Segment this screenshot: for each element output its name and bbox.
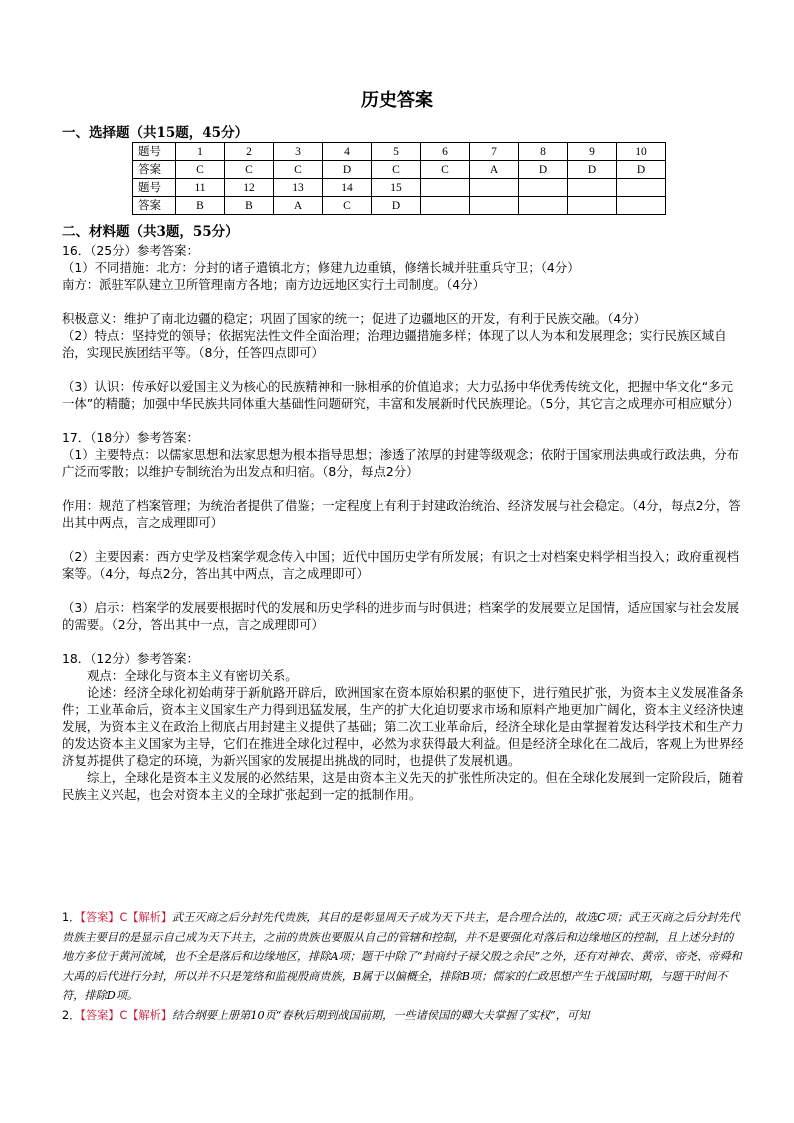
table-cell bbox=[519, 197, 568, 215]
explanation-item bbox=[62, 908, 742, 1006]
table-row-answers-2 bbox=[133, 197, 666, 215]
table-cell: 3 bbox=[274, 143, 323, 161]
table-row-answers-1 bbox=[133, 161, 666, 179]
table-cell: C bbox=[372, 161, 421, 179]
table-cell: C bbox=[274, 161, 323, 179]
q17-paragraph: 作用：规范了档案管理；为统治者提供了借鉴；一定程度上有利于封建政治统治、经济发展与社会稳定。（4分，每点2分，答出其中两点，言之成理即可） bbox=[62, 498, 741, 530]
table-row-numbers-1 bbox=[133, 143, 666, 161]
explanation-number: 1． bbox=[62, 911, 81, 924]
table-cell bbox=[519, 179, 568, 197]
q16-paragraph: 南方：派驻军队建立卫所管理南方各地；南方边远地区实行土司制度。（4分） bbox=[62, 277, 485, 292]
answer-tag: 【答案】C【解析】 bbox=[80, 1008, 173, 1022]
table-cell: B bbox=[176, 197, 225, 215]
table-cell: C bbox=[323, 197, 372, 215]
explanations bbox=[62, 908, 742, 1025]
table-cell: 2 bbox=[225, 143, 274, 161]
page-title: 历史答案 bbox=[361, 90, 433, 111]
table-cell: D bbox=[568, 161, 617, 179]
explanation-text: 结合纲要上册第10页“春秋后期到战国前期，一些诸侯国的卿大夫掌握了实权”，可知 bbox=[172, 1008, 590, 1022]
q16-paragraph: 积极意义：维护了南北边疆的稳定；巩固了国家的统一；促进了边疆地区的开发，有利于民族交融。（4分） bbox=[62, 311, 647, 326]
table-cell: 15 bbox=[372, 179, 421, 197]
q17-paragraph: （3）启示：档案学的发展要根据时代的发展和历史学科的进步而与时俱进；档案学的发展要立足国情，适应国家与社会发展的需要。（2分，答出其中一点，言之成理即可） bbox=[62, 600, 739, 632]
table-cell: 5 bbox=[372, 143, 421, 161]
q16-paragraph: （1）不同措施：北方：分封的诸子遣镇北方；修建九边重镇，修缮长城并驻重兵守卫；（4分） bbox=[62, 260, 580, 275]
q16-header: 16．（25分）参考答案： bbox=[62, 243, 199, 258]
answer-table bbox=[132, 142, 666, 215]
table-cell: 13 bbox=[274, 179, 323, 197]
q17-paragraph: （1）主要特点：以儒家思想和法家思想为根本指导思想；渗透了浓厚的封建等级观念；依附于国家刑法典或行政法典，分布广泛而零散；以维护专制统治为出发点和归宿。（8分，每点2分） bbox=[62, 447, 739, 479]
table-cell: 1 bbox=[176, 143, 225, 161]
table-cell bbox=[421, 197, 470, 215]
table-cell: 11 bbox=[176, 179, 225, 197]
table-cell: D bbox=[372, 197, 421, 215]
table-cell: B bbox=[225, 197, 274, 215]
explanation-item bbox=[62, 1006, 742, 1026]
q17-header: 17．（18分）参考答案： bbox=[62, 430, 199, 445]
q18-paragraph: 论述：经济全球化初始萌芽于新航路开辟后，欧洲国家在资本原始积累的驱使下，进行殖民扩张，为资本主义发展准备条件；工业革命后，资本主义国家生产力得到迅猛发展，生产的扩大化迫切要求市场和原料产地更加广阔化，资本主义经济快速发展，为资本主义在政治上彻底占用封建主义提供了基础；第二次工业革命后，经济全球化是由掌握着发达科学技术和生产力的发达资本主义国家为主导，它们在推进全球化过程中，必然为求获得最大利益。但是经济全球化在二战后，客观上为世界经济复苏提供了稳定的环境，为新兴国家的发展提出挑战的同时，也提供了发展机遇。 bbox=[62, 685, 744, 768]
q16-paragraph: （2）特点：坚持党的领导；依据宪法性文件全面治理；治理边疆措施多样；体现了以人为本和发展理念；实行民族区域自治，实现民族团结平等。（8分，任答四点即可） bbox=[62, 328, 727, 360]
table-cell: A bbox=[470, 161, 519, 179]
explanation-number: 2． bbox=[62, 1008, 81, 1022]
table-cell: 9 bbox=[568, 143, 617, 161]
table-cell: 7 bbox=[470, 143, 519, 161]
table-cell: C bbox=[421, 161, 470, 179]
answer-tag: 【答案】C【解析】 bbox=[80, 911, 173, 924]
table-cell bbox=[617, 179, 666, 197]
q17-paragraph: （2）主要因素：西方史学及档案学观念传入中国；近代中国历史学有所发展；有识之士对档案史料学相当投入；政府重视档案等。（4分，每点2分，答出其中两点，言之成理即可） bbox=[62, 549, 739, 581]
table-cell: 10 bbox=[617, 143, 666, 161]
table-cell: 8 bbox=[519, 143, 568, 161]
q18-header: 18．（12分）参考答案： bbox=[62, 651, 199, 666]
table-cell bbox=[617, 197, 666, 215]
section-heading-choice: 一、选择题（共15题，45分） bbox=[62, 125, 249, 141]
table-cell: 6 bbox=[421, 143, 470, 161]
table-cell: D bbox=[323, 161, 372, 179]
row-label-number: 题号 bbox=[133, 143, 176, 161]
table-cell: 14 bbox=[323, 179, 372, 197]
table-cell: 12 bbox=[225, 179, 274, 197]
table-cell: D bbox=[617, 161, 666, 179]
q16-paragraph: （3）认识：传承好以爱国主义为核心的民族精神和一脉相承的价值追求；大力弘扬中华优秀传统文化，把握中华文化“多元一体”的精髓；加强中华民族共同体重大基础性问题研究，丰富和发展新时代民族理论。（5分，其它言之成理亦可相应赋分） bbox=[62, 379, 740, 411]
table-cell bbox=[470, 179, 519, 197]
q18-paragraph: 综上，全球化是资本主义发展的必然结果，这是由资本主义先天的扩张性所决定的。但在全球化发展到一定阶段后，随着民族主义兴起，也会对资本主义的全球扩张起到一定的抵制作用。 bbox=[62, 770, 744, 802]
table-cell bbox=[470, 197, 519, 215]
table-cell: A bbox=[274, 197, 323, 215]
table-cell: 4 bbox=[323, 143, 372, 161]
answer-body bbox=[62, 242, 744, 803]
explanation-text: 武王灭商之后分封先代贵族，其目的是彰显周天子成为天下共主，是合理合法的，故选C项；武王灭商之后分封先代贵族主要目的是显示自己成为天下共主，之前的贵族也要服从自己的管辖和控制，并不是要强化对落后和边缘地区的控制，且上述分封的地方多位于黄河流域，也不全是落后和边缘地区，排除A项；题干中除了“封商纣子禄父殷之余民”之外，还有对神农、黄帝、帝尧、帝舜和大禹的后代进行分封，所以并不只是笼络和监视殷商贵族，B属于以偏概全，排除B项；儒家的仁政思想产生于战国时期，与题干时间不符，排除D项。 bbox=[62, 911, 742, 1002]
table-cell bbox=[568, 179, 617, 197]
row-label-number: 题号 bbox=[133, 179, 176, 197]
row-label-answer: 答案 bbox=[133, 197, 176, 215]
table-cell: D bbox=[519, 161, 568, 179]
q18-paragraph: 观点：全球化与资本主义有密切关系。 bbox=[87, 668, 298, 683]
table-cell bbox=[421, 179, 470, 197]
row-label-answer: 答案 bbox=[133, 161, 176, 179]
table-row-numbers-2 bbox=[133, 179, 666, 197]
table-cell: C bbox=[176, 161, 225, 179]
table-cell bbox=[568, 197, 617, 215]
section-heading-material: 二、材料题（共3题，55分） bbox=[62, 224, 239, 240]
table-cell: C bbox=[225, 161, 274, 179]
